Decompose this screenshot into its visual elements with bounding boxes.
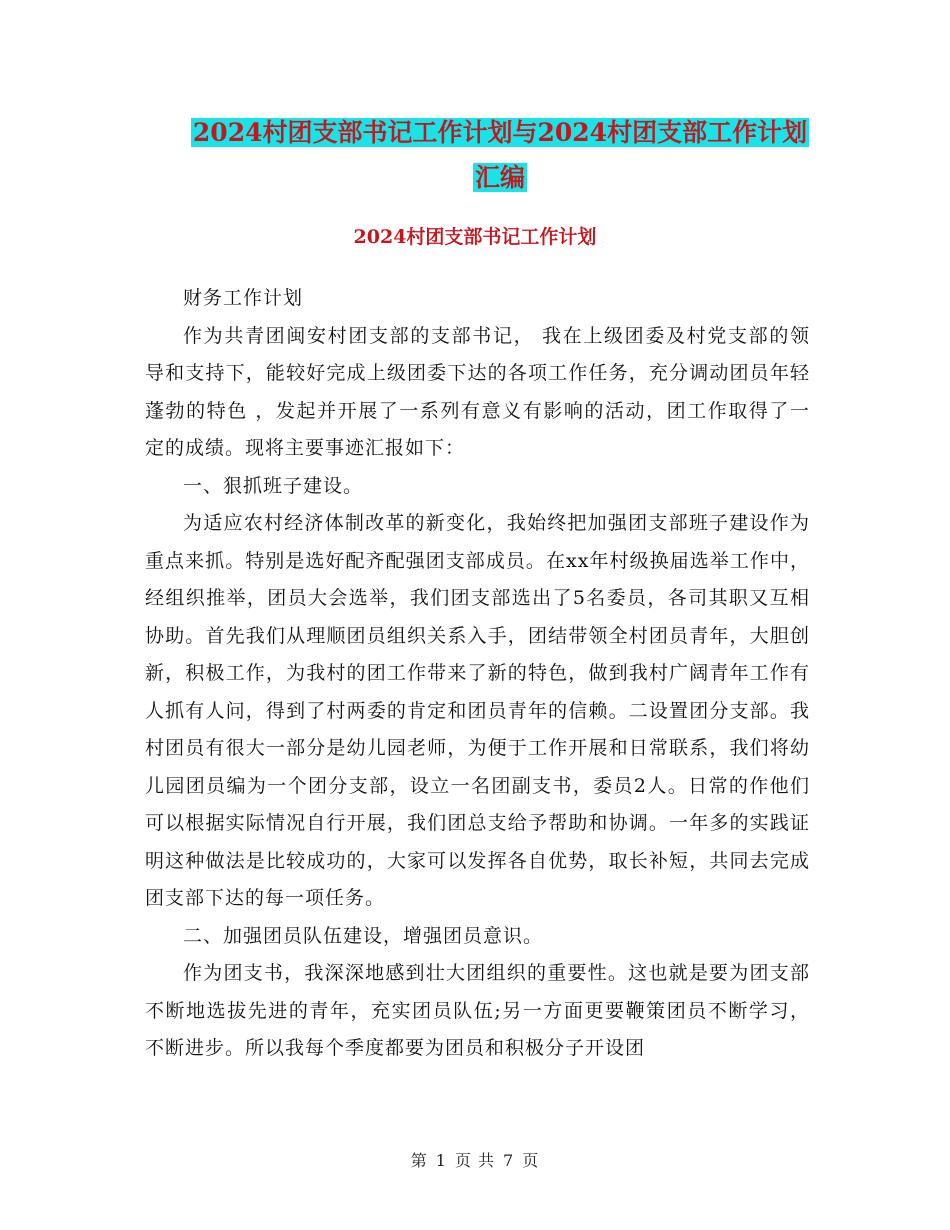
paragraph: 作为团支书，我深深地感到壮大团组织的重要性。这也就是要为团支部不断地选拔先进的青年，充实团员队伍;另一方面更要鞭策团员不断学习，不断进步。所以我每个季度都要为团员和积极分子开设团	[145, 962, 810, 1059]
footer-mid: 页 共	[454, 1151, 496, 1170]
paragraph: 一、狠抓班子建设。	[183, 474, 364, 497]
document-title-line-2: 汇编	[474, 163, 525, 192]
document-body	[145, 280, 810, 1068]
paragraph: 作为共青团闽安村团支部的支部书记， 我在上级团委及村党支部的领导和支持下，能较好完成上级团委下达的各项工作任务，充分调动团员年轻蓬勃的特色 ，发起并开展了一系列有意义有影响的活动，团工作取得了一定的成绩。现将主要事迹汇报如下：	[145, 324, 810, 459]
paragraph: 为适应农村经济体制改革的新变化，我始终把加强团支部班子建设作为重点来抓。特别是选好配齐配强团支部成员。在xx年村级换届选举工作中，经组织推举，团员大会选举，我们团支部选出了5名委员，各司其职又互相协助。首先我们从理顺团员组织关系入手，团结带领全村团员青年，大胆创新，积极工作，为我村的团工作带来了新的特色，做到我村广阔青年工作有人抓有人问，得到了村两委的肯定和团员青年的信赖。二设置团分支部。我村团员有很大一部分是幼儿园老师，为便于工作开展和日常联系，我们将幼儿园团员编为一个团分支部，设立一名团副支书，委员2人。日常的作他们可以根据实际情况自行开展，我们团总支给予帮助和协调。一年多的实践证明这种做法是比较成功的，大家可以发挥各自优势，取长补短，共同去完成团支部下达的每一项任务。	[145, 512, 810, 909]
paragraph: 二、加强团员队伍建设，增强团员意识。	[183, 924, 544, 947]
footer-suffix: 页	[522, 1151, 540, 1170]
section-title: 2024村团支部书记工作计划	[353, 226, 597, 248]
footer-page-number: 1	[435, 1151, 447, 1170]
document-title	[120, 110, 880, 200]
footer-prefix: 第	[410, 1151, 428, 1170]
document-title-line-1: 2024村团支部书记工作计划与2024村团支部工作计划	[192, 118, 808, 147]
paragraph: 财务工作计划	[183, 287, 304, 309]
footer-total-pages: 7	[503, 1151, 515, 1170]
page-footer	[0, 1148, 950, 1171]
